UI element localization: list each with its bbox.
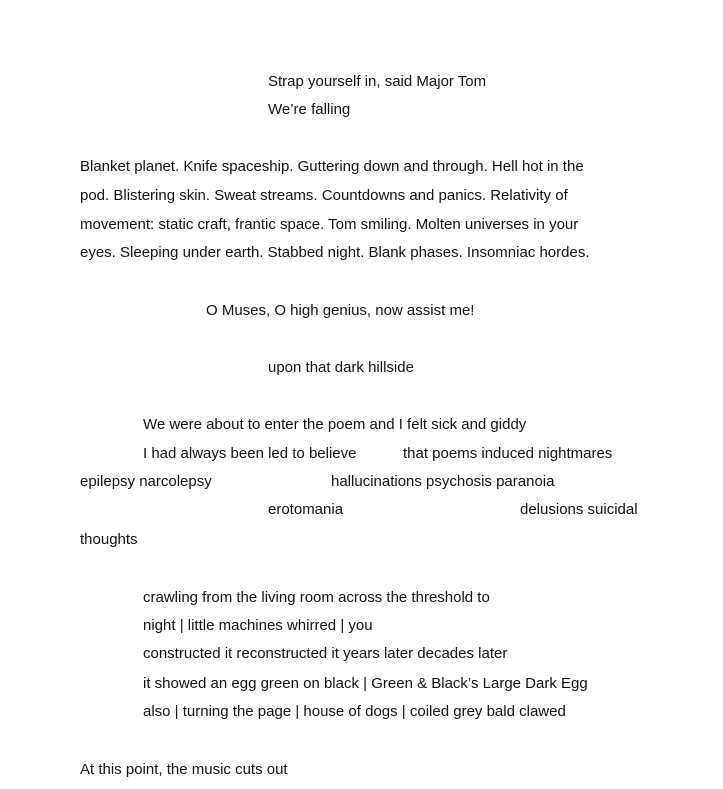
prose-line: pod. Blistering skin. Sweat streams. Countdowns and panics. Relativity of (80, 187, 568, 204)
crawling-line: it showed an egg green on black | Green & Black’s Large Dark Egg (143, 675, 588, 692)
poem-line-epilepsy: epilepsy narcolepsy (80, 473, 212, 490)
crawling-line: also | turning the page | house of dogs | coiled grey bald clawed (143, 703, 566, 720)
poem-line-sick-giddy: We were about to enter the poem and I felt sick and giddy (143, 416, 527, 433)
poem-line-hallucinations: hallucinations psychosis paranoia (331, 473, 555, 490)
prose-line: Blanket planet. Knife spaceship. Guttering down and through. Hell hot in the (80, 158, 584, 175)
poem-line-induced-nightmares: that poems induced nightmares (403, 445, 613, 462)
poem-line-closing: At this point, the music cuts out (80, 761, 288, 778)
poem-line-led-to-believe: I had always been led to believe (143, 445, 357, 462)
poem-line-delusions: delusions suicidal (520, 501, 638, 518)
crawling-line: crawling from the living room across the threshold to (143, 589, 490, 606)
prose-line: eyes. Sleeping under earth. Stabbed night. Blank phases. Insomniac hordes. (80, 244, 590, 261)
poem-line-invocation: O Muses, O high genius, now assist me! (206, 302, 475, 319)
poem-line-hillside: upon that dark hillside (268, 359, 414, 376)
poem-line-falling: We’re falling (268, 101, 351, 118)
poem-line-thoughts: thoughts (80, 531, 138, 548)
prose-line: movement: static craft, frantic space. Tom smiling. Molten universes in your (80, 216, 579, 233)
poem-line-erotomania: erotomania (268, 501, 344, 518)
poem-line-major-tom: Strap yourself in, said Major Tom (268, 73, 487, 90)
crawling-line: constructed it reconstructed it years later decades later (143, 645, 508, 662)
crawling-line: night | little machines whirred | you (143, 617, 373, 634)
